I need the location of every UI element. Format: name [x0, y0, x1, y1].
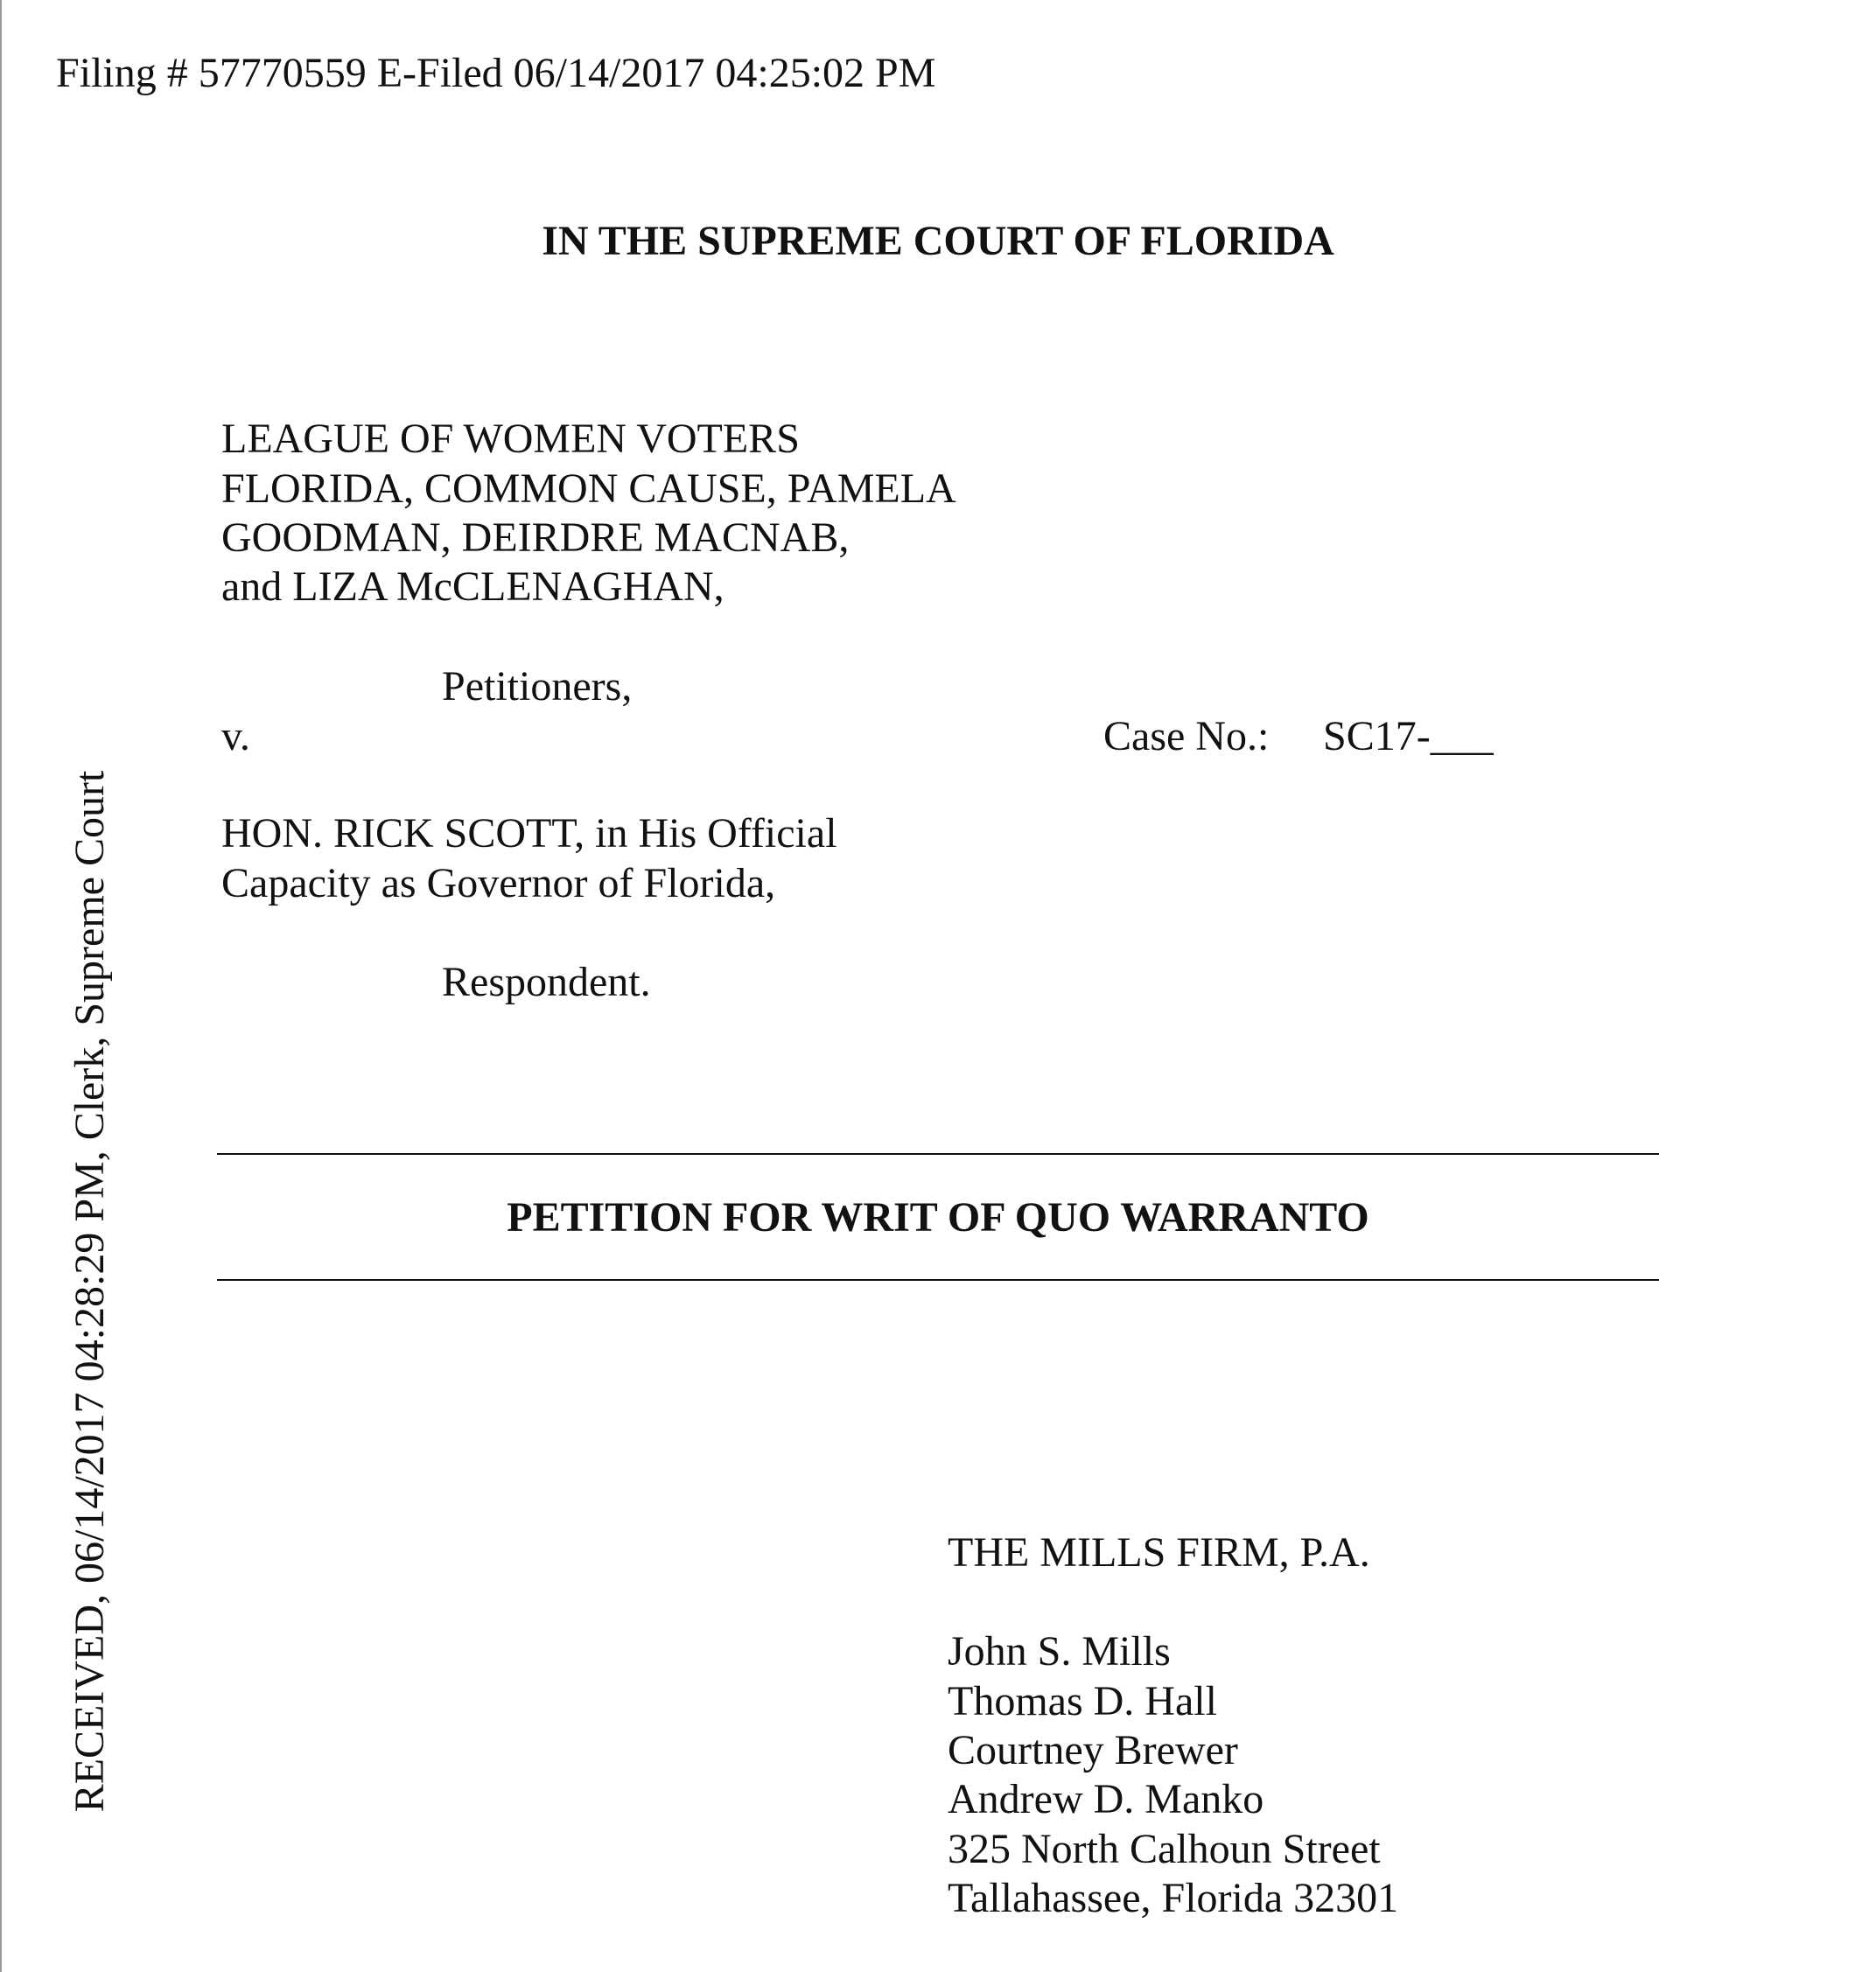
case-number-label: Case No.: — [1103, 713, 1270, 759]
page-left-edge — [0, 0, 2, 1972]
counsel-line: Thomas D. Hall — [948, 1678, 1217, 1724]
counsel-line: Andrew D. Manko — [948, 1776, 1264, 1822]
counsel-address-line: Tallahassee, Florida 32301 — [948, 1875, 1399, 1921]
counsel-address-line: 325 North Calhoun Street — [948, 1826, 1381, 1872]
firm-name: THE MILLS FIRM, P.A. — [948, 1529, 1370, 1576]
case-number-value: SC17-___ — [1323, 713, 1494, 759]
petitioners-role: Petitioners, — [442, 663, 633, 710]
filing-header: Filing # 57770559 E-Filed 06/14/2017 04:25:02 PM — [56, 50, 936, 96]
respondent-line: Capacity as Governor of Florida, — [221, 860, 776, 906]
court-title: IN THE SUPREME COURT OF FLORIDA — [542, 218, 1334, 264]
received-stamp: RECEIVED, 06/14/2017 04:28:29 PM, Clerk, Supreme Court — [66, 770, 113, 1813]
respondent-line: HON. RICK SCOTT, in His Official — [221, 810, 837, 857]
petitioner-line: LEAGUE OF WOMEN VOTERS — [221, 416, 800, 462]
versus: v. — [221, 713, 250, 759]
document-title: PETITION FOR WRIT OF QUO WARRANTO — [507, 1194, 1369, 1241]
title-rule-top — [217, 1153, 1659, 1155]
petitioner-line: GOODMAN, DEIRDRE MACNAB, — [221, 514, 850, 561]
counsel-line: Courtney Brewer — [948, 1727, 1238, 1773]
petitioner-line: and LIZA McCLENAGHAN, — [221, 563, 724, 610]
respondent-role: Respondent. — [442, 959, 651, 1005]
counsel-line: John S. Mills — [948, 1628, 1171, 1675]
petitioner-line: FLORIDA, COMMON CAUSE, PAMELA — [221, 465, 956, 512]
title-rule-bottom — [217, 1279, 1659, 1281]
